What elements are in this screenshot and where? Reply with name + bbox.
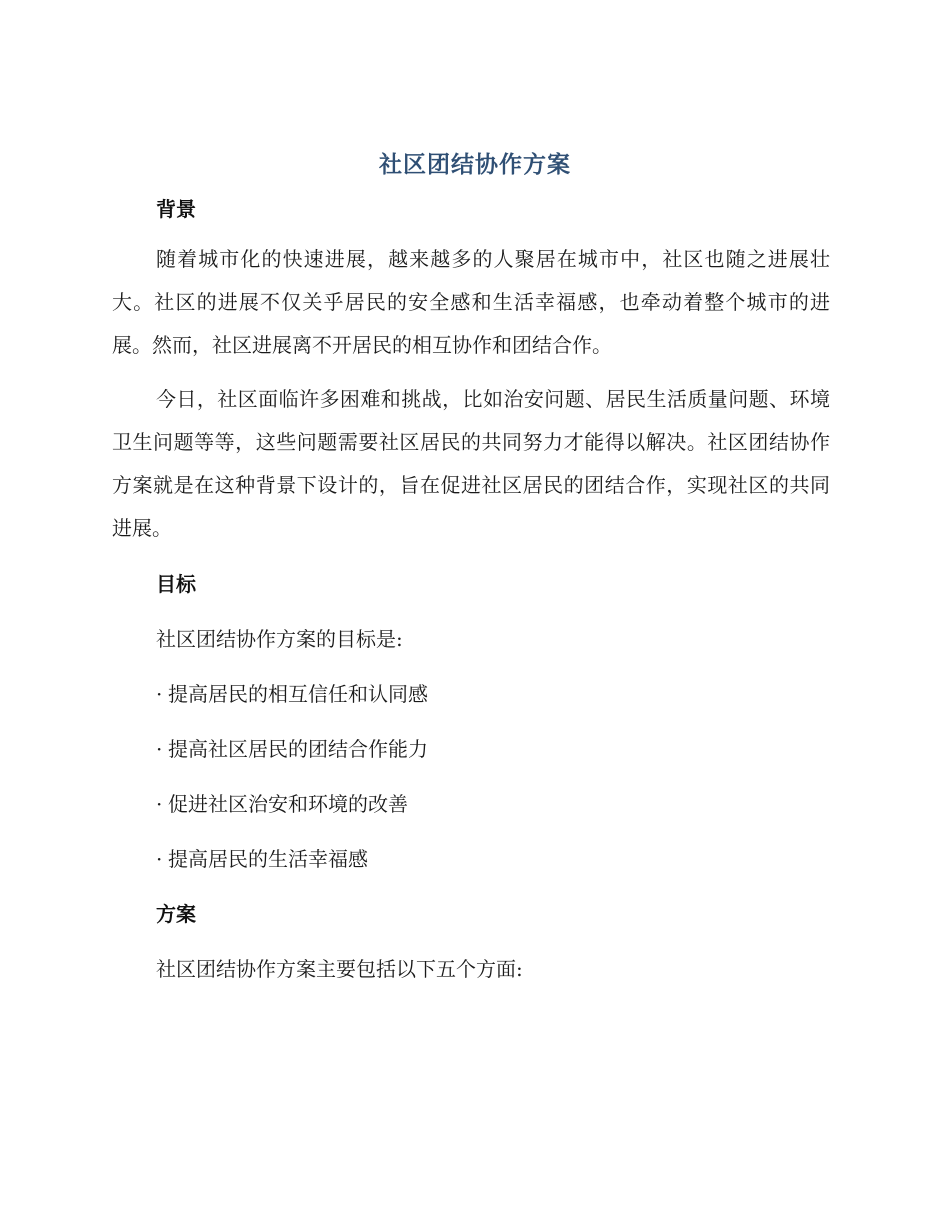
bullet-icon: ·: [156, 847, 163, 871]
goal-item-text: 提高社区居民的团结合作能力: [168, 737, 428, 761]
goal-item: [156, 678, 428, 707]
goal-item-text: 提高居民的生活幸福感: [168, 847, 368, 871]
bullet-icon: ·: [156, 737, 163, 761]
bullet-icon: ·: [156, 682, 163, 706]
plan-intro: 社区团结协作方案主要包括以下五个方面:: [156, 957, 523, 981]
document-title: 社区团结协作方案: [379, 152, 571, 178]
goal-item-text: 促进社区治安和环境的改善: [168, 792, 408, 816]
goals-intro: 社区团结协作方案的目标是:: [156, 627, 403, 651]
bullet-icon: ·: [156, 792, 163, 816]
background-paragraph-1: 随着城市化的快速进展，越来越多的人聚居在城市中，社区也随之进展壮大。社区的进展不仅关乎居民的安全感和生活幸福感，也牵动着整个城市的进展。然而，社区进展离不开居民的相互协作和团结合作。: [112, 247, 830, 357]
goal-item: [156, 843, 368, 872]
goal-item: [156, 733, 428, 762]
section-heading-plan: 方案: [156, 902, 196, 926]
section-heading-background: 背景: [156, 197, 196, 221]
goal-item-text: 提高居民的相互信任和认同感: [168, 682, 428, 706]
section-heading-goals: 目标: [156, 572, 196, 596]
background-paragraph-2: 今日，社区面临许多困难和挑战，比如治安问题、居民生活质量问题、环境卫生问题等等，这些问题需要社区居民的共同努力才能得以解决。社区团结协作方案就是在这种背景下设计的，旨在促进社区居民的团结合作，实现社区的共同进展。: [112, 387, 830, 540]
goal-item: [156, 788, 408, 817]
